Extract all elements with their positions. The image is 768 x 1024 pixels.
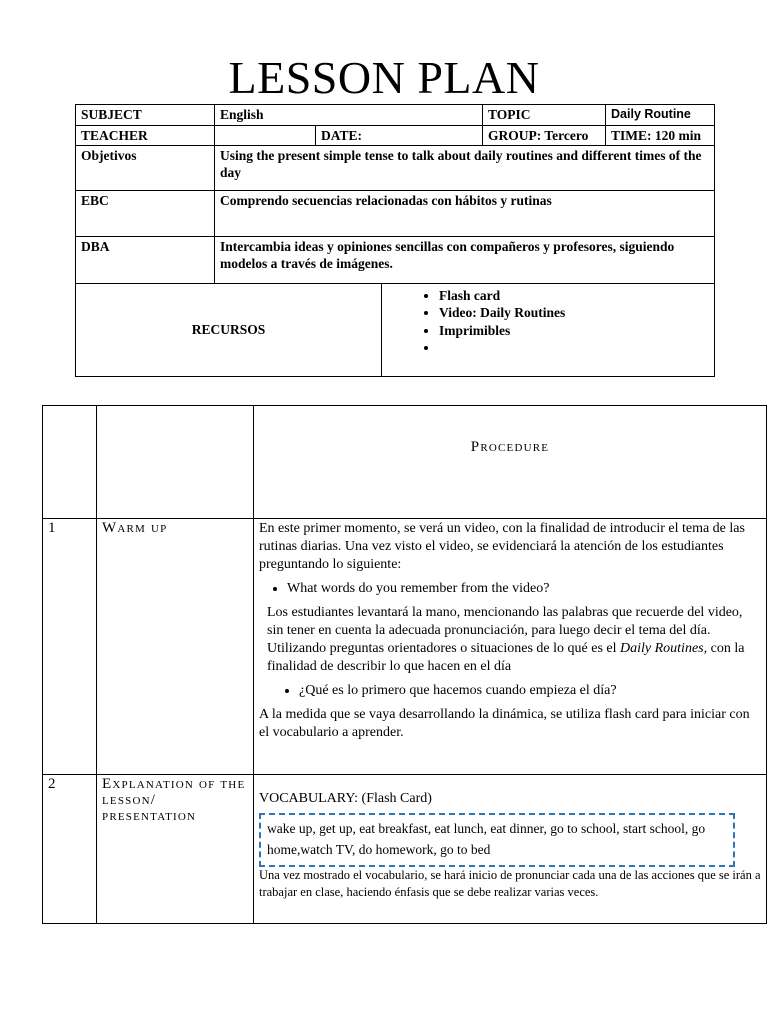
vocabulary-label: VOCABULARY: (Flash Card) [259,791,432,806]
topic-label: TOPIC [483,105,606,126]
row-number: 2 [43,775,97,924]
explanation-paragraph: Una vez mostrado el vocabulario, se hará inicio de pronunciar cada una de las acciones que se irán a trabajar en clase, haciendo énfasis que se debe realizar varias veces. [259,868,761,899]
recursos-list-cell [382,283,715,376]
dba-label: DBA [76,237,215,284]
objetivos-value: Using the present simple tense to talk about daily routines and different times of the day [215,146,715,190]
procedure-header: Procedure [470,439,550,455]
ebc-label: EBC [76,190,215,237]
subject-value: English [215,105,483,126]
list-item: • Flash card [439,287,709,305]
recursos-label: RECURSOS [76,283,382,376]
warm-up-paragraph-1: En este primer momento, se verá un video, con la finalidad de introducir el tema de las rutinas diarias. Una vez visto el video, se evidenciará la atención de los estudiantes preguntando lo siguiente: [259,521,745,572]
time-cell: TIME: 120 min [606,126,715,146]
list-item: • ¿Qué es lo primero que hacemos cuando empieza el día? [299,682,761,700]
list-item: • What words do you remember from the video? [287,580,761,598]
vocabulary-box: wake up, get up, eat breakfast, eat lunch, eat dinner, go to school, start school, go home,watch TV, do homework, go to bed [259,813,735,867]
list-item [439,339,709,357]
list-item: • Imprimibles [439,322,709,340]
objetivos-label: Objetivos [76,146,215,190]
lesson-info-table [75,104,715,377]
ebc-value: Comprendo secuencias relacionadas con hábitos y rutinas [215,190,715,237]
daily-routines-emphasis: Daily Routines, [620,641,708,656]
warm-up-question-list [259,580,761,598]
warm-up-content [254,519,767,775]
date-label: DATE: [316,126,483,146]
procedure-table [42,405,767,924]
procedure-header-cell [254,406,767,519]
explanation-content [254,775,767,924]
teacher-value [215,126,316,146]
header-num-cell [43,406,97,519]
page-title: LESSON PLAN [228,52,540,103]
subject-label: SUBJECT [76,105,215,126]
stage-warm-up: Warm up [97,519,254,775]
dba-value: Intercambia ideas y opiniones sencillas con compañeros y profesores, siguiendo modelos a través de imágenes. [215,237,715,284]
list-item: • Video: Daily Routines [439,304,709,322]
header-stage-cell [97,406,254,519]
stage-explanation: Explanation of the lesson/ presentation [97,775,254,924]
warm-up-paragraph-3: A la medida que se vaya desarrollando la dinámica, se utiliza flash card para iniciar con el vocabulario a aprender. [259,707,750,740]
group-cell: GROUP: Tercero [483,126,606,146]
warm-up-paragraph-2: Los estudiantes levantará la mano, mencionando las palabras que recuerde del video, sin tener en cuenta la adecuada pronunciación, para luego decir el tema del día. Utilizando preguntas orientadores o situaciones de lo qué es el Daily Routines, con la finalidad de describir lo que hacen en el día [267,605,745,674]
teacher-label: TEACHER [76,126,215,146]
row-number: 1 [43,519,97,775]
warm-up-question-list-2 [259,682,761,700]
recursos-list [387,287,709,357]
topic-value: Daily Routine [606,105,715,126]
